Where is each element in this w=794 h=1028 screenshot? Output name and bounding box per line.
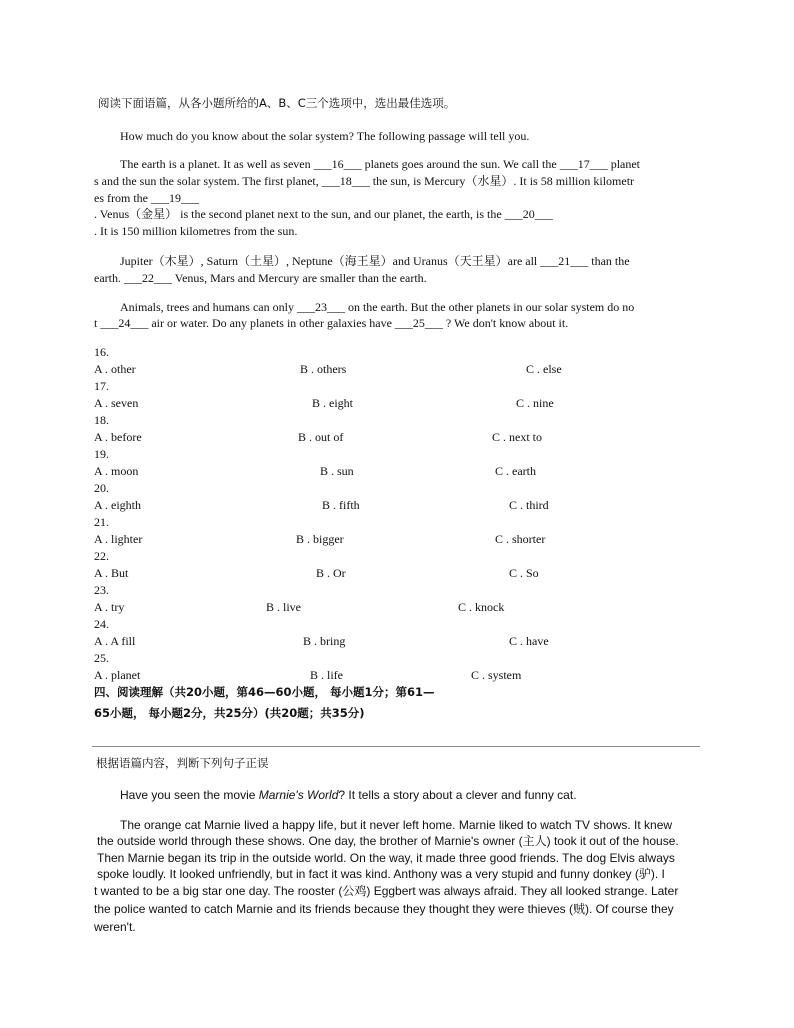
question-number: 23.: [94, 583, 109, 597]
option-a[interactable]: A . moon: [94, 464, 139, 478]
option-c[interactable]: C . next to: [492, 430, 542, 444]
option-a[interactable]: A . before: [94, 430, 142, 444]
passage2-line6: the police wanted to catch Marnie and its friends because they thought they were thieves (贼). Of course they: [94, 902, 674, 916]
option-c[interactable]: C . nine: [516, 396, 554, 410]
option-a[interactable]: A . other: [94, 362, 136, 376]
question-number: 16.: [94, 345, 109, 359]
passage-p2-line1: Jupiter（木星）, Saturn（土星）, Neptune（海王星）and Uranus（天王星）are all ___21___ than the: [120, 254, 630, 268]
section-divider: [92, 746, 700, 747]
option-b[interactable]: B . eight: [312, 396, 353, 410]
passage2-line5: t wanted to be a big star one day. The rooster (公鸡) Eggbert was always afraid. They all looked strange. Later: [94, 884, 679, 898]
passage2-line4: spoke loudly. It looked unfriendly, but in fact it was kind. Anthony was a very stupid and funny donkey (驴). I: [97, 867, 665, 881]
option-a[interactable]: A . A fill: [94, 634, 136, 648]
option-c[interactable]: C . earth: [495, 464, 536, 478]
option-a[interactable]: A . But: [94, 566, 129, 580]
passage-p3-line2: t ___24___ air or water. Do any planets in other galaxies have ___25___ ? We don't know about it.: [94, 316, 569, 330]
passage2-line2: the outside world through these shows. One day, the brother of Marnie's owner (主人) took it out of the house.: [97, 834, 679, 848]
passage2-line1: The orange cat Marnie lived a happy life, but it never left home. Marnie liked to watch TV shows. It knew: [120, 818, 673, 832]
option-a[interactable]: A . lighter: [94, 532, 143, 546]
passage2-intro: [120, 788, 577, 802]
option-c[interactable]: C . else: [526, 362, 562, 376]
option-b[interactable]: B . fifth: [322, 498, 360, 512]
passage-intro: How much do you know about the solar system? The following passage will tell you.: [120, 129, 530, 143]
section-heading-line1: 四、阅读理解（共20小题，第46—60小题， 每小题1分；第61—: [94, 685, 435, 699]
option-c[interactable]: C . knock: [458, 600, 505, 614]
question-number: 17.: [94, 379, 109, 393]
question-number: 18.: [94, 413, 109, 427]
passage-p1-line4: . Venus（金星） is the second planet next to the sun, and our planet, the earth, is the ___20___: [94, 207, 553, 221]
option-b[interactable]: B . live: [266, 600, 301, 614]
option-c[interactable]: C . So: [509, 566, 539, 580]
passage2-line3: Then Marnie began its trip in the outside world. On the way, it made three good friends. The dog Elvis always: [97, 851, 675, 865]
option-c[interactable]: C . system: [471, 668, 522, 682]
option-b[interactable]: B . others: [300, 362, 347, 376]
option-b[interactable]: B . Or: [316, 566, 346, 580]
option-a[interactable]: A . planet: [94, 668, 141, 682]
option-c[interactable]: C . shorter: [495, 532, 546, 546]
section-heading-line2: 65小题， 每小题2分，共25分）(共20题；共35分): [94, 706, 365, 720]
section-instruction: 阅读下面语篇，从各小题所给的A、B、C三个选项中，选出最佳选项。: [98, 96, 456, 110]
question-number: 20.: [94, 481, 109, 495]
option-c[interactable]: C . have: [509, 634, 549, 648]
question-number: 24.: [94, 617, 109, 631]
passage-p3-line1: Animals, trees and humans can only ___23___ on the earth. But the other planets in our solar system do no: [120, 300, 635, 314]
option-c[interactable]: C . third: [509, 498, 549, 512]
passage2-instruction: 根据语篇内容，判断下列句子正误: [96, 756, 269, 770]
question-number: 19.: [94, 447, 109, 461]
passage-p2-line2: earth. ___22___ Venus, Mars and Mercury are smaller than the earth.: [94, 271, 427, 285]
passage-p1-line5: . It is 150 million kilometres from the sun.: [94, 224, 298, 238]
question-number: 25.: [94, 651, 109, 665]
question-number: 21.: [94, 515, 109, 529]
passage2-intro-a: Have you seen the movie: [120, 788, 259, 802]
passage-p1-line3: es from the ___19___: [94, 191, 199, 205]
option-a[interactable]: A . eighth: [94, 498, 141, 512]
option-a[interactable]: A . try: [94, 600, 125, 614]
passage-p1-line2: s and the sun the solar system. The first planet, ___18___ the sun, is Mercury（水星）. It is 58 million kilometr: [94, 174, 635, 188]
movie-title: Marnie's World: [258, 788, 339, 802]
passage2-intro-b: ? It tells a story about a clever and funny cat.: [338, 788, 577, 802]
passage-p1-line1: The earth is a planet. It as well as seven ___16___ planets goes around the sun. We call the ___17___ planet: [120, 157, 641, 171]
option-a[interactable]: A . seven: [94, 396, 139, 410]
question-number: 22.: [94, 549, 109, 563]
option-b[interactable]: B . out of: [298, 430, 344, 444]
passage2-line7: weren't.: [94, 920, 136, 934]
option-b[interactable]: B . sun: [320, 464, 354, 478]
option-b[interactable]: B . bigger: [296, 532, 344, 546]
option-b[interactable]: B . life: [310, 668, 343, 682]
option-b[interactable]: B . bring: [303, 634, 346, 648]
